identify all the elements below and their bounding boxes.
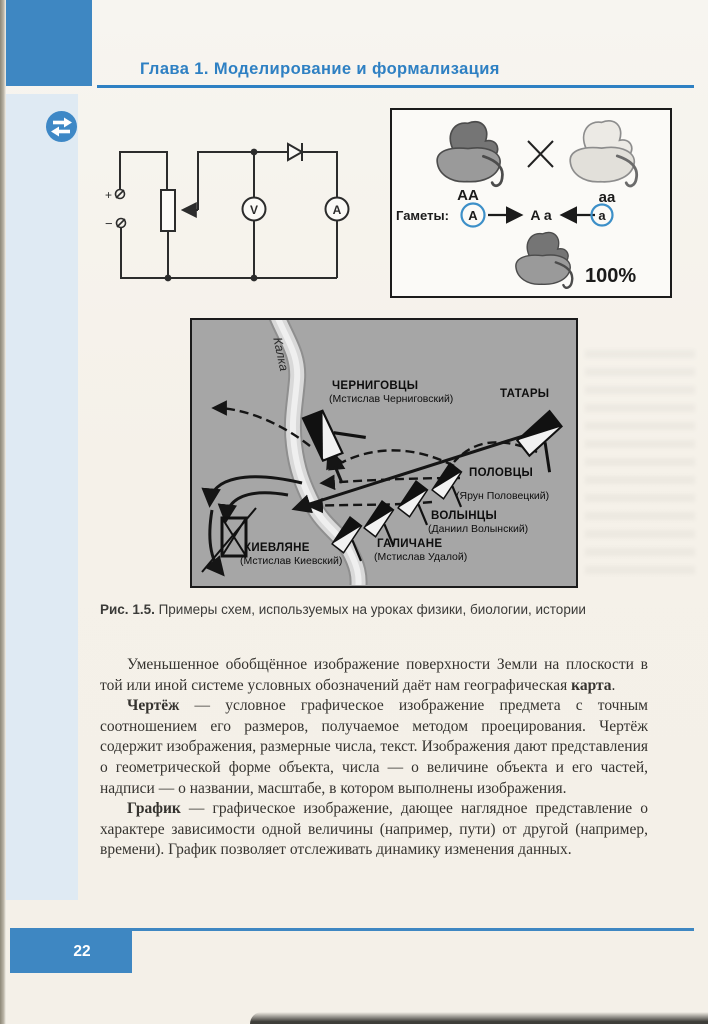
term-karta: карта [571,676,612,694]
minus-label: − [105,216,113,231]
page-bleedthrough [585,350,695,580]
p1-text: Уменьшенное обобщённое изображение поверхности Земли на плоскости в той или иной системе условных обозначений даёт нам географическая [100,656,648,694]
paragraph-chertezh [100,696,648,799]
map-sublabel-galichane: (Мстислав Удалой) [374,551,468,563]
result-percent: 100% [585,265,637,287]
p1-end: . [611,676,616,694]
voltmeter [243,198,266,221]
river-label: Калка [270,336,292,373]
page-number: 22 [10,930,132,973]
chapter-corner-block [6,0,92,86]
genetics-diagram [390,108,672,298]
plus-label: + [105,188,113,202]
ammeter-label: A [332,203,342,217]
history-map [190,318,578,588]
map-label-chernigovtsy: ЧЕРНИГОВЦЫ [332,380,419,392]
circuit-wires [120,152,337,278]
pea-flower-dark-parent [437,122,502,186]
voltmeter-label: V [249,203,259,217]
pea-flower-light-parent [570,121,637,186]
map-label-polovtsy: ПОЛОВЦЫ [469,467,534,479]
gamete-left: A [468,208,478,223]
margin-strip [6,94,78,900]
parent-right-genotype: aa [598,189,616,206]
terminal-minus [105,216,126,231]
map-sublabel-kievlyane: (Мстислав Киевский) [240,555,343,567]
circuit-diagram [100,116,372,296]
map-sublabel-chernigovtsy: (Мстислав Черниговский) [329,393,454,405]
figure-caption [100,600,648,619]
genetics-svg [392,110,669,295]
p3-text: — графическое изображение, дающее наглядное представление о характере зависимости одной величины (например, пути) от другой (например, времени). График позволяет отслеживать динамику изменения данных. [100,800,648,859]
term-chertezh: Чертёж [127,697,180,715]
potentiometer-body [161,190,175,231]
cross-icon [528,141,553,167]
paragraph-grafik [100,799,648,861]
scan-bottom-shadow [250,1012,708,1024]
term-grafik: График [127,800,181,818]
offspring-genotype: A a [530,207,552,223]
ammeter [326,198,349,221]
gamete-right: a [598,208,606,223]
gametes-label: Гаметы: [396,208,449,223]
map-label-tatars: ТАТАРЫ [500,388,550,400]
pea-flower-offspring [516,233,572,288]
header-rule [97,85,694,88]
map-label-galichane: ГАЛИЧАНЕ [377,538,443,550]
figure-caption-label: Рис. 1.5. [100,602,155,617]
terminal-plus [105,188,125,202]
map-sublabel-polovtsy: (Ярун Половецкий) [456,490,550,502]
parent-left-genotype: AA [457,187,479,204]
icon-circle [46,111,77,142]
banner-tatars [511,404,567,472]
chapter-header: Глава 1. Моделирование и формализация [140,60,500,78]
body-text [100,655,648,861]
diode-symbol [288,143,302,161]
figure-caption-text: Примеры схем, используемых на уроках физики, биологии, истории [154,602,586,617]
map-sublabel-volyntsy: (Даниил Волынский) [428,523,529,535]
p2-text: — условное графическое изображение предмета с точным соотношением его размеров, получаемое методом проецирования. Чертёж содержит изображения, размерные числа, текст. Изображения дают представления о геометрической форме объекта, числа — о величине объекта и его частей, надписи — о названии, масштабе, в котором выполнены изображения. [100,697,648,797]
swap-arrows-icon [45,110,78,143]
map-label-kievlyane: КИЕВЛЯНЕ [244,542,310,554]
paragraph-map [100,655,648,696]
map-label-volyntsy: ВОЛЫНЦЫ [431,510,498,522]
